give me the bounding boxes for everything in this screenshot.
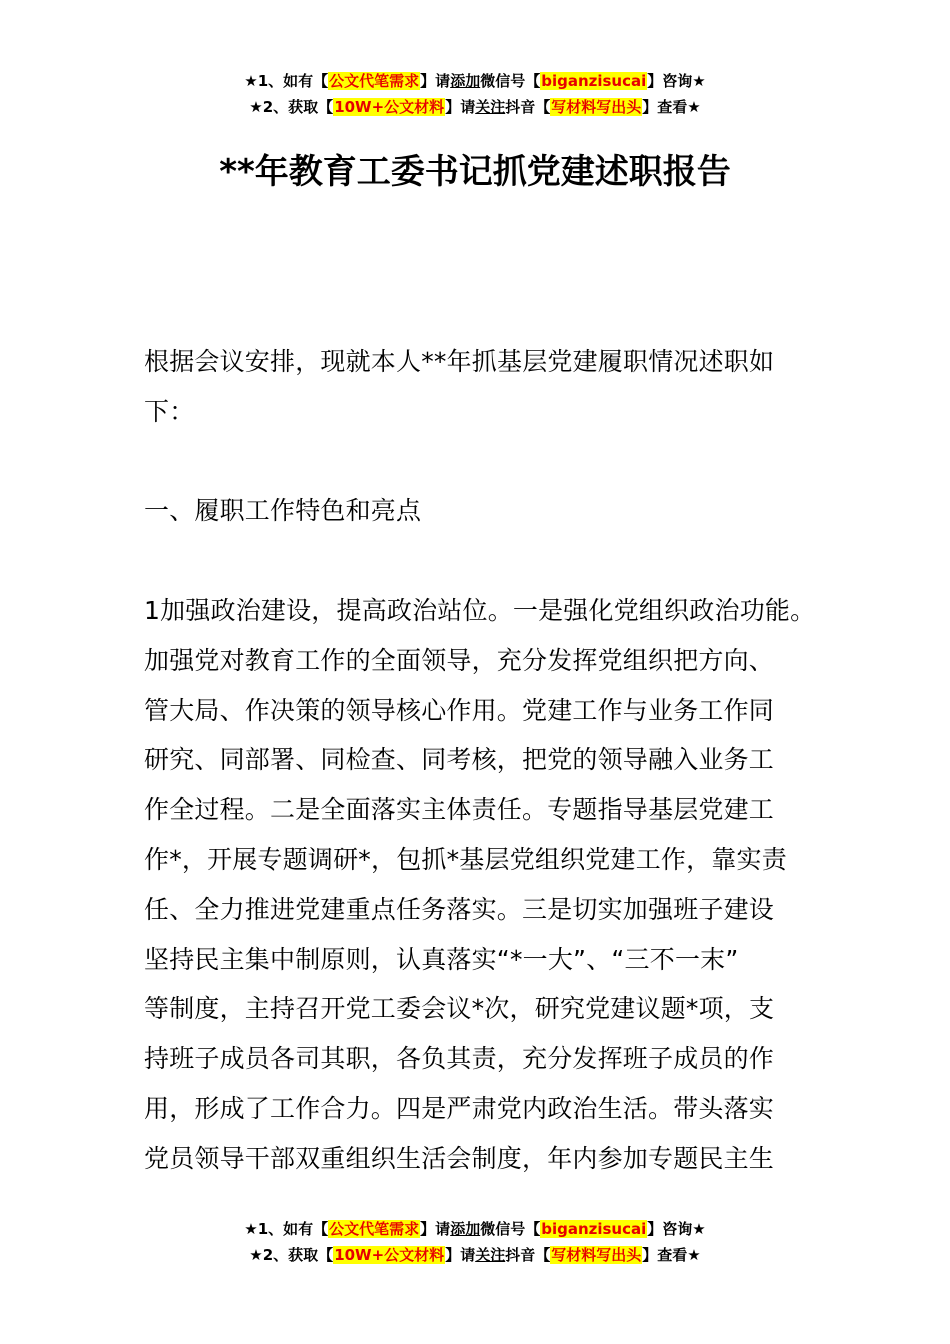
text-line: 等制度，主持召开党工委会议*次，研究党建议题*项，支 [144, 994, 775, 1024]
banner-underlined: 添加 [450, 1220, 481, 1238]
text-line: 用，形成了工作合力。四是严肃党内政治生活。带头落实 [144, 1093, 775, 1123]
document-body [144, 337, 824, 1184]
banner-text: ★1、如有【 [244, 72, 329, 90]
banner-text: 】请 [420, 1220, 451, 1238]
section-heading-text: 一、履职工作特色和亮点 [144, 496, 422, 526]
banner-text: 】请 [445, 1246, 476, 1264]
text-line: 作全过程。二是全面落实主体责任。专题指导基层党建工 [144, 795, 775, 825]
banner-text: 】咨询★ [647, 1220, 706, 1238]
banner-highlight: biganzisucai [541, 72, 647, 90]
banner-text: 抖音【 [505, 98, 551, 116]
banner-underlined: 添加 [450, 72, 481, 90]
text-line: 下： [144, 396, 195, 426]
text-line: 根据会议安排，现就本人**年抓基层党建履职情况述职如 [144, 347, 775, 376]
banner-line-2 [0, 94, 950, 120]
bottom-banner [0, 1216, 950, 1268]
banner-text: 抖音【 [505, 1246, 551, 1264]
text-line: 持班子成员各司其职，各负其责，充分发挥班子成员的作 [144, 1044, 775, 1074]
text-line: 作*，开展专题调研*，包抓*基层党组织党建工作，靠实责 [144, 844, 787, 874]
banner-highlight: 写材料写出头 [551, 98, 642, 116]
banner-underlined: 关注 [475, 1246, 506, 1264]
banner-text: 】查看★ [642, 98, 701, 116]
body-paragraph [144, 586, 824, 1184]
banner-highlight: 公文代笔需求 [329, 1220, 420, 1238]
banner-line-1 [0, 68, 950, 94]
text-line: 1加强政治建设，提高政治站位。一是强化党组织政治功能。 [144, 595, 816, 625]
document-title: **年教育工委书记抓党建述职报告 [219, 152, 731, 192]
banner-highlight: 写材料写出头 [551, 1246, 642, 1264]
text-line: 党员领导干部双重组织生活会制度，年内参加专题民主生 [144, 1143, 775, 1173]
banner-text: 微信号【 [480, 72, 541, 90]
banner-highlight: 10W+公文材料 [334, 98, 445, 116]
text-line: 坚持民主集中制原则，认真落实“*一大”、“三不一末” [144, 944, 739, 974]
banner-highlight: 公文代笔需求 [329, 72, 420, 90]
banner-text: 】咨询★ [647, 72, 706, 90]
text-line: 任、全力推进党建重点任务落实。三是切实加强班子建设 [144, 894, 775, 924]
intro-paragraph [144, 337, 824, 437]
banner-text: 】请 [445, 98, 476, 116]
banner-text: 微信号【 [480, 1220, 541, 1238]
banner-highlight: biganzisucai [541, 1220, 647, 1238]
text-line: 管大局、作决策的领导核心作用。党建工作与业务工作同 [144, 695, 775, 725]
banner-line-1 [0, 1216, 950, 1242]
text-line: 研究、同部署、同检查、同考核，把党的领导融入业务工 [144, 745, 775, 775]
banner-highlight: 10W+公文材料 [334, 1246, 445, 1264]
banner-text: ★2、获取【 [249, 98, 334, 116]
banner-underlined: 关注 [475, 98, 506, 116]
banner-line-2 [0, 1242, 950, 1268]
text-line: 加强党对教育工作的全面领导，充分发挥党组织把方向、 [144, 645, 775, 675]
top-banner [0, 68, 950, 120]
section-heading [144, 486, 824, 536]
banner-text: 】请 [420, 72, 451, 90]
banner-text: ★2、获取【 [249, 1246, 334, 1264]
banner-text: ★1、如有【 [244, 1220, 329, 1238]
banner-text: 】查看★ [642, 1246, 701, 1264]
